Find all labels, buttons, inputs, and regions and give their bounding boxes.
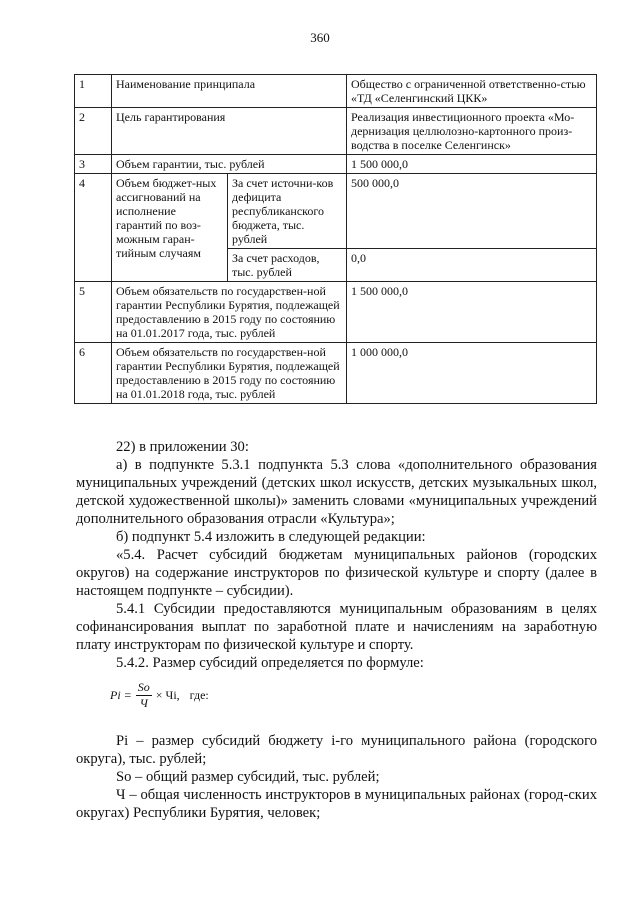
row-number: 6 bbox=[75, 343, 112, 404]
formula-numerator: So bbox=[137, 680, 150, 694]
row-label: Наименование принципала bbox=[112, 75, 347, 108]
amendment-text-block bbox=[76, 438, 597, 672]
table-row bbox=[75, 75, 597, 108]
table-row bbox=[75, 343, 597, 404]
formula-rhs: × Чi, bbox=[155, 688, 180, 702]
table-row bbox=[75, 155, 597, 174]
row-label: Объем гарантии, тыс. рублей bbox=[112, 155, 347, 174]
row-number: 1 bbox=[75, 75, 112, 108]
row-label: Цель гарантирования bbox=[112, 108, 347, 155]
paragraph-22: 22) в приложении 30: bbox=[116, 439, 249, 455]
paragraph-b: б) подпункт 5.4 изложить в следующей редакции: bbox=[116, 529, 426, 545]
formula-fraction bbox=[136, 680, 152, 711]
guarantee-table bbox=[74, 74, 597, 404]
paragraph-a: а) в подпункте 5.3.1 подпункта 5.3 слова «дополнительного образования муниципальных учреждений (детских школ искусств, детских музыкальных школ, детской художественной школы)» заменить словами «муниципальных учреждений дополнительного образования отрасли «Культура»; bbox=[76, 457, 597, 527]
row-label: Объем обязательств по государствен-ной гарантии Республики Бурятия, подлежащей предоставлению в 2015 году по состоянию на 01.01.2018 года, тыс. рублей bbox=[112, 343, 347, 404]
formula-lhs: Pi = bbox=[110, 688, 132, 702]
paragraph-5-4: «5.4. Расчет субсидий бюджетам муниципальных районов (городских округов) на содержание инструкторов по физической культуре и спорту (далее в настоящем подпункте – субсидии). bbox=[76, 547, 597, 599]
row-number: 2 bbox=[75, 108, 112, 155]
page-number: 360 bbox=[310, 30, 330, 45]
row-value: Общество с ограниченной ответственно-стью «ТД «Селенгинский ЦКК» bbox=[347, 75, 597, 108]
row-sublabel: За счет источни-ков дефицита республиканского бюджета, тыс. рублей bbox=[228, 174, 347, 249]
row-value: 500 000,0 bbox=[347, 174, 597, 249]
row-number: 4 bbox=[75, 174, 112, 282]
row-label: Объем бюджет-ных ассигнований на исполнение гарантий по воз-можным гаран-тийным случаям bbox=[112, 174, 228, 282]
row-value: Реализация инвестиционного проекта «Мо-дернизация целлюлозно-картонного произ-водства в поселке Селенгинск» bbox=[347, 108, 597, 155]
paragraph-5-4-1: 5.4.1 Субсидии предоставляются муниципальным образованиям в целях софинансирования выплат по заработной плате и начислениям на заработную плату инструкторам по физической культуре и спорту. bbox=[76, 601, 597, 653]
table-row bbox=[75, 174, 597, 249]
row-number: 3 bbox=[75, 155, 112, 174]
row-value: 0,0 bbox=[347, 249, 597, 282]
row-value: 1 500 000,0 bbox=[347, 155, 597, 174]
definitions-block bbox=[76, 732, 597, 822]
table-row bbox=[75, 108, 597, 155]
paragraph-5-4-2: 5.4.2. Размер субсидий определяется по формуле: bbox=[116, 655, 424, 671]
definition-ch: Ч – общая численность инструкторов в муниципальных районах (город-ских округах) Республики Бурятия, человек; bbox=[76, 787, 597, 821]
formula-suffix: где: bbox=[189, 688, 209, 702]
definition-so: So – общий размер субсидий, тыс. рублей; bbox=[116, 769, 380, 785]
formula-denominator: Ч bbox=[139, 696, 148, 710]
table-row bbox=[75, 282, 597, 343]
row-value: 1 000 000,0 bbox=[347, 343, 597, 404]
definition-pi: Pi – размер субсидий бюджету i-го муниципального района (городского округа), тыс. рублей; bbox=[76, 733, 597, 767]
subsidy-formula bbox=[110, 680, 209, 711]
row-value: 1 500 000,0 bbox=[347, 282, 597, 343]
row-label: Объем обязательств по государствен-ной гарантии Республики Бурятия, подлежащей предоставлению в 2015 году по состоянию на 01.01.2017 года, тыс. рублей bbox=[112, 282, 347, 343]
row-sublabel: За счет расходов, тыс. рублей bbox=[228, 249, 347, 282]
row-number: 5 bbox=[75, 282, 112, 343]
